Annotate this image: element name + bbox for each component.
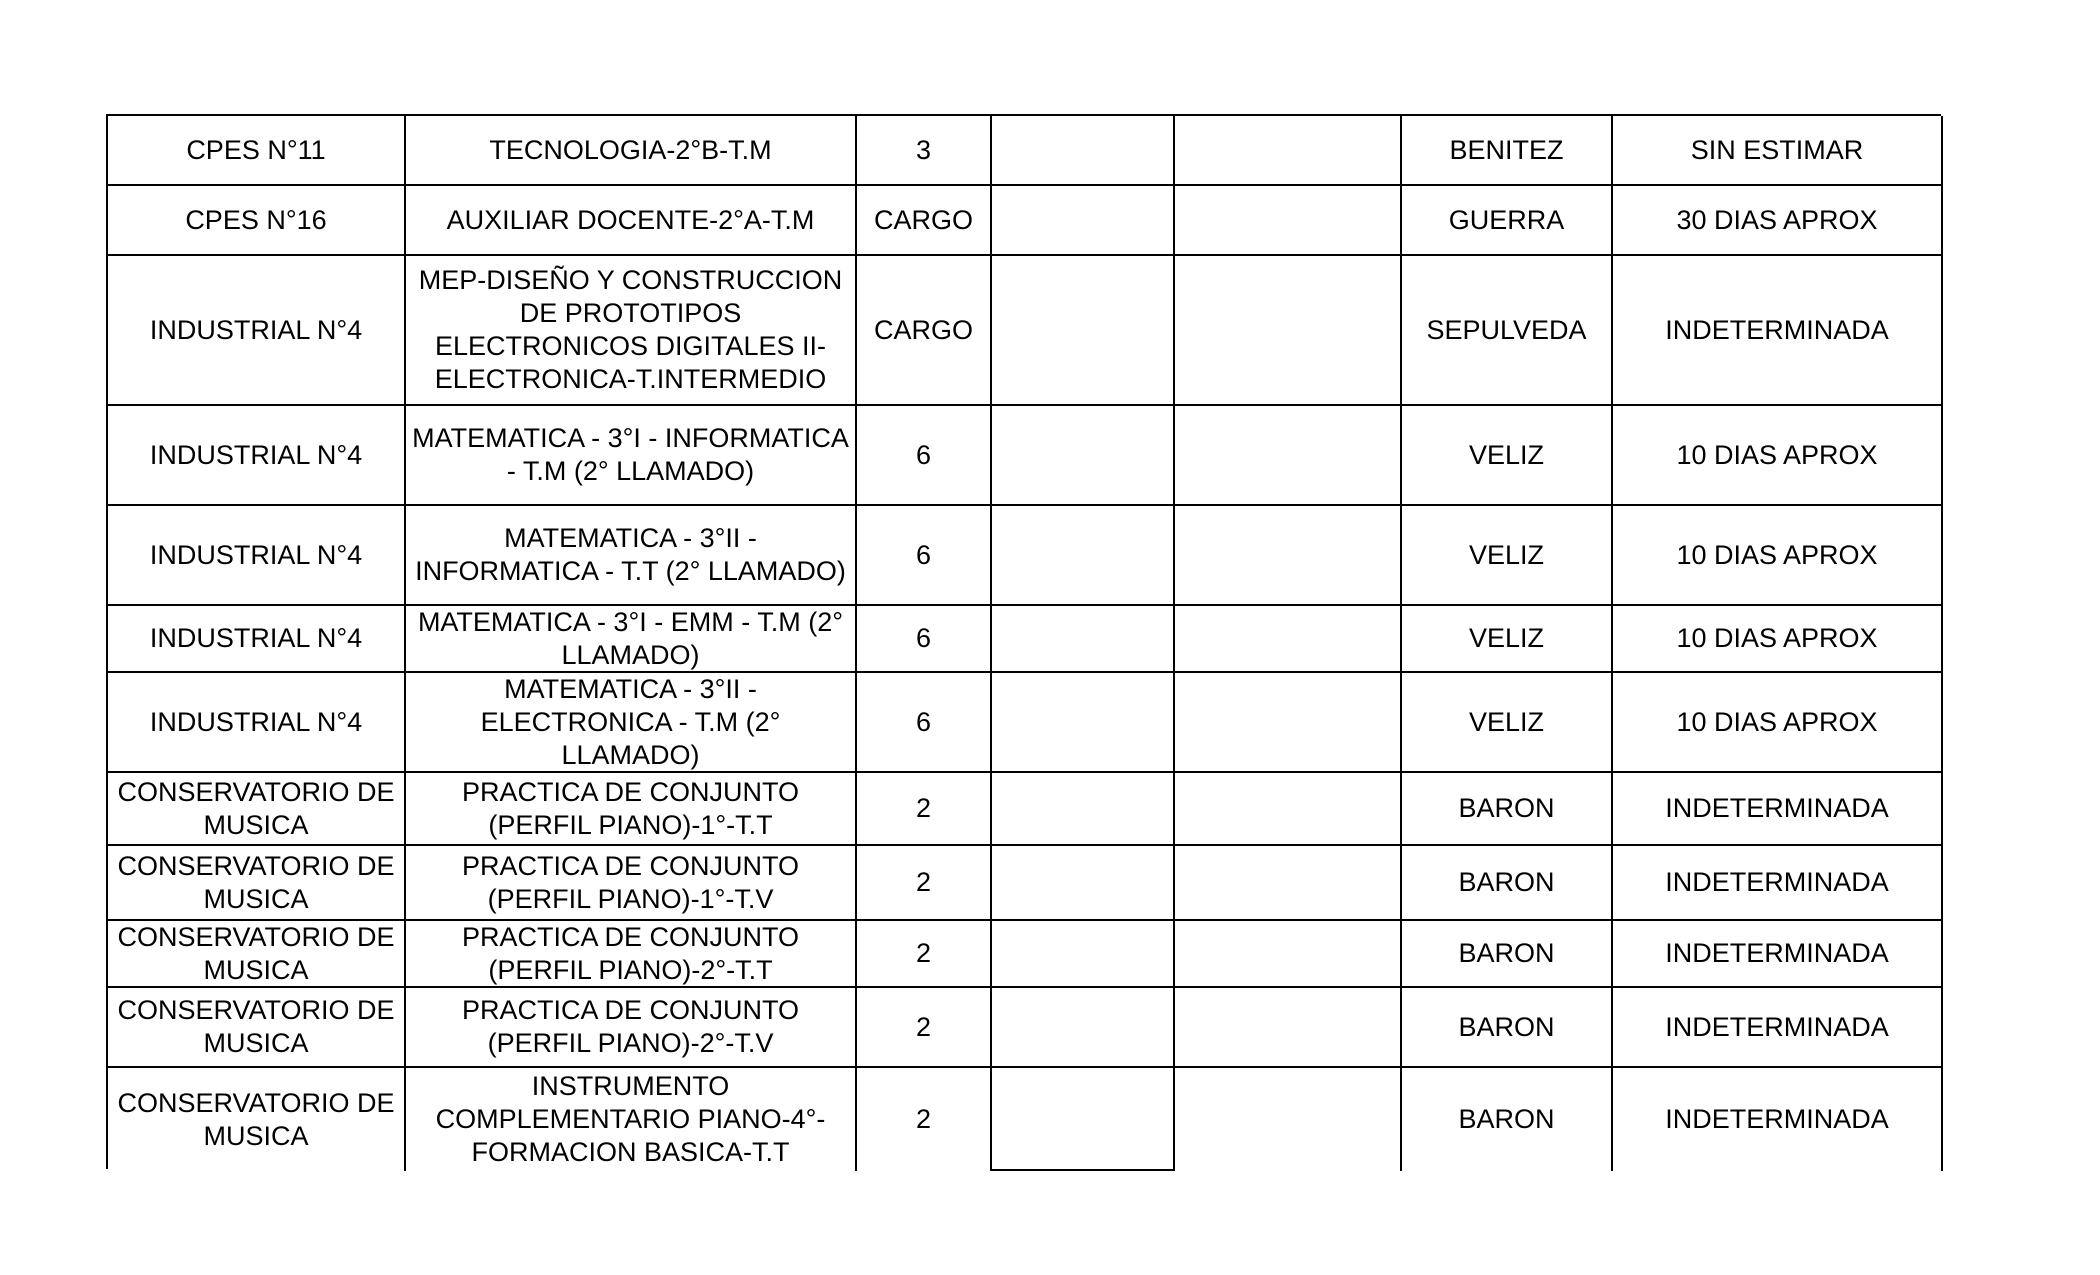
subject-cell: PRACTICA DE CONJUNTO (PERFIL PIANO)-2°-T.V [406,988,857,1068]
school-cell: INDUSTRIAL N°4 [108,506,406,606]
duration-cell: INDETERMINADA [1613,1068,1943,1171]
subject-cell: MATEMATICA - 3°II - ELECTRONICA - T.M (2° LLAMADO) [406,673,857,773]
hours-cell: 6 [857,406,992,506]
blank-cell-b [1175,921,1402,988]
subject-cell: MATEMATICA - 3°I - INFORMATICA - T.M (2° LLAMADO) [406,406,857,506]
blank-cell-b [1175,988,1402,1068]
subject-cell: TECNOLOGIA-2°B-T.M [406,116,857,186]
subject-cell: INSTRUMENTO COMPLEMENTARIO PIANO-4°-FORMACION BASICA-T.T [406,1068,857,1171]
blank-cell-a [992,773,1175,846]
school-cell: INDUSTRIAL N°4 [108,256,406,406]
blank-cell-a [992,186,1175,256]
duration-cell: INDETERMINADA [1613,988,1943,1068]
blank-cell-a [992,406,1175,506]
blank-cell-b [1175,406,1402,506]
blank-cell-a [992,506,1175,606]
school-cell: CONSERVATORIO DE MUSICA [108,846,406,921]
blank-cell-b [1175,673,1402,773]
subject-cell: MATEMATICA - 3°I - EMM - T.M (2° LLAMADO) [406,606,857,673]
teacher-cell: VELIZ [1402,673,1613,773]
school-cell: CPES N°16 [108,186,406,256]
hours-cell: 6 [857,606,992,673]
duration-cell: INDETERMINADA [1613,773,1943,846]
teacher-cell: VELIZ [1402,606,1613,673]
blank-cell-a [992,1068,1175,1171]
duration-cell: 10 DIAS APROX [1613,506,1943,606]
school-cell: INDUSTRIAL N°4 [108,606,406,673]
blank-cell-b [1175,606,1402,673]
blank-cell-b [1175,116,1402,186]
school-cell: CONSERVATORIO DE MUSICA [108,773,406,846]
blank-cell-b [1175,186,1402,256]
subject-cell: PRACTICA DE CONJUNTO (PERFIL PIANO)-2°-T.T [406,921,857,988]
duration-cell: INDETERMINADA [1613,846,1943,921]
duration-cell: INDETERMINADA [1613,921,1943,988]
blank-cell-b [1175,256,1402,406]
duration-cell: INDETERMINADA [1613,256,1943,406]
teacher-cell: BARON [1402,846,1613,921]
teacher-cell: BENITEZ [1402,116,1613,186]
hours-cell: 6 [857,673,992,773]
blank-cell-a [992,988,1175,1068]
hours-cell: CARGO [857,186,992,256]
subject-cell: MATEMATICA - 3°II - INFORMATICA - T.T (2° LLAMADO) [406,506,857,606]
teacher-cell: VELIZ [1402,406,1613,506]
hours-cell: 3 [857,116,992,186]
blank-cell-a [992,846,1175,921]
vacancies-table [106,114,1941,1169]
teacher-cell: GUERRA [1402,186,1613,256]
hours-cell: 6 [857,506,992,606]
duration-cell: 10 DIAS APROX [1613,673,1943,773]
hours-cell: 2 [857,773,992,846]
blank-cell-a [992,673,1175,773]
teacher-cell: BARON [1402,773,1613,846]
teacher-cell: BARON [1402,921,1613,988]
school-cell: CONSERVATORIO DE MUSICA [108,1068,406,1171]
school-cell: INDUSTRIAL N°4 [108,406,406,506]
subject-cell: PRACTICA DE CONJUNTO (PERFIL PIANO)-1°-T.V [406,846,857,921]
hours-cell: 2 [857,846,992,921]
school-cell: CONSERVATORIO DE MUSICA [108,921,406,988]
blank-cell-b [1175,506,1402,606]
blank-cell-b [1175,1068,1402,1171]
duration-cell: 10 DIAS APROX [1613,406,1943,506]
teacher-cell: BARON [1402,1068,1613,1171]
subject-cell: MEP-DISEÑO Y CONSTRUCCION DE PROTOTIPOS ELECTRONICOS DIGITALES II-ELECTRONICA-T.INTERMEDIO [406,256,857,406]
blank-cell-a [992,256,1175,406]
blank-cell-a [992,921,1175,988]
hours-cell: 2 [857,988,992,1068]
blank-cell-a [992,116,1175,186]
blank-cell-a [992,606,1175,673]
school-cell: CONSERVATORIO DE MUSICA [108,988,406,1068]
duration-cell: 30 DIAS APROX [1613,186,1943,256]
teacher-cell: VELIZ [1402,506,1613,606]
hours-cell: 2 [857,1068,992,1171]
teacher-cell: SEPULVEDA [1402,256,1613,406]
school-cell: CPES N°11 [108,116,406,186]
teacher-cell: BARON [1402,988,1613,1068]
blank-cell-b [1175,773,1402,846]
blank-cell-b [1175,846,1402,921]
hours-cell: CARGO [857,256,992,406]
duration-cell: SIN ESTIMAR [1613,116,1943,186]
duration-cell: 10 DIAS APROX [1613,606,1943,673]
school-cell: INDUSTRIAL N°4 [108,673,406,773]
hours-cell: 2 [857,921,992,988]
subject-cell: PRACTICA DE CONJUNTO (PERFIL PIANO)-1°-T.T [406,773,857,846]
subject-cell: AUXILIAR DOCENTE-2°A-T.M [406,186,857,256]
